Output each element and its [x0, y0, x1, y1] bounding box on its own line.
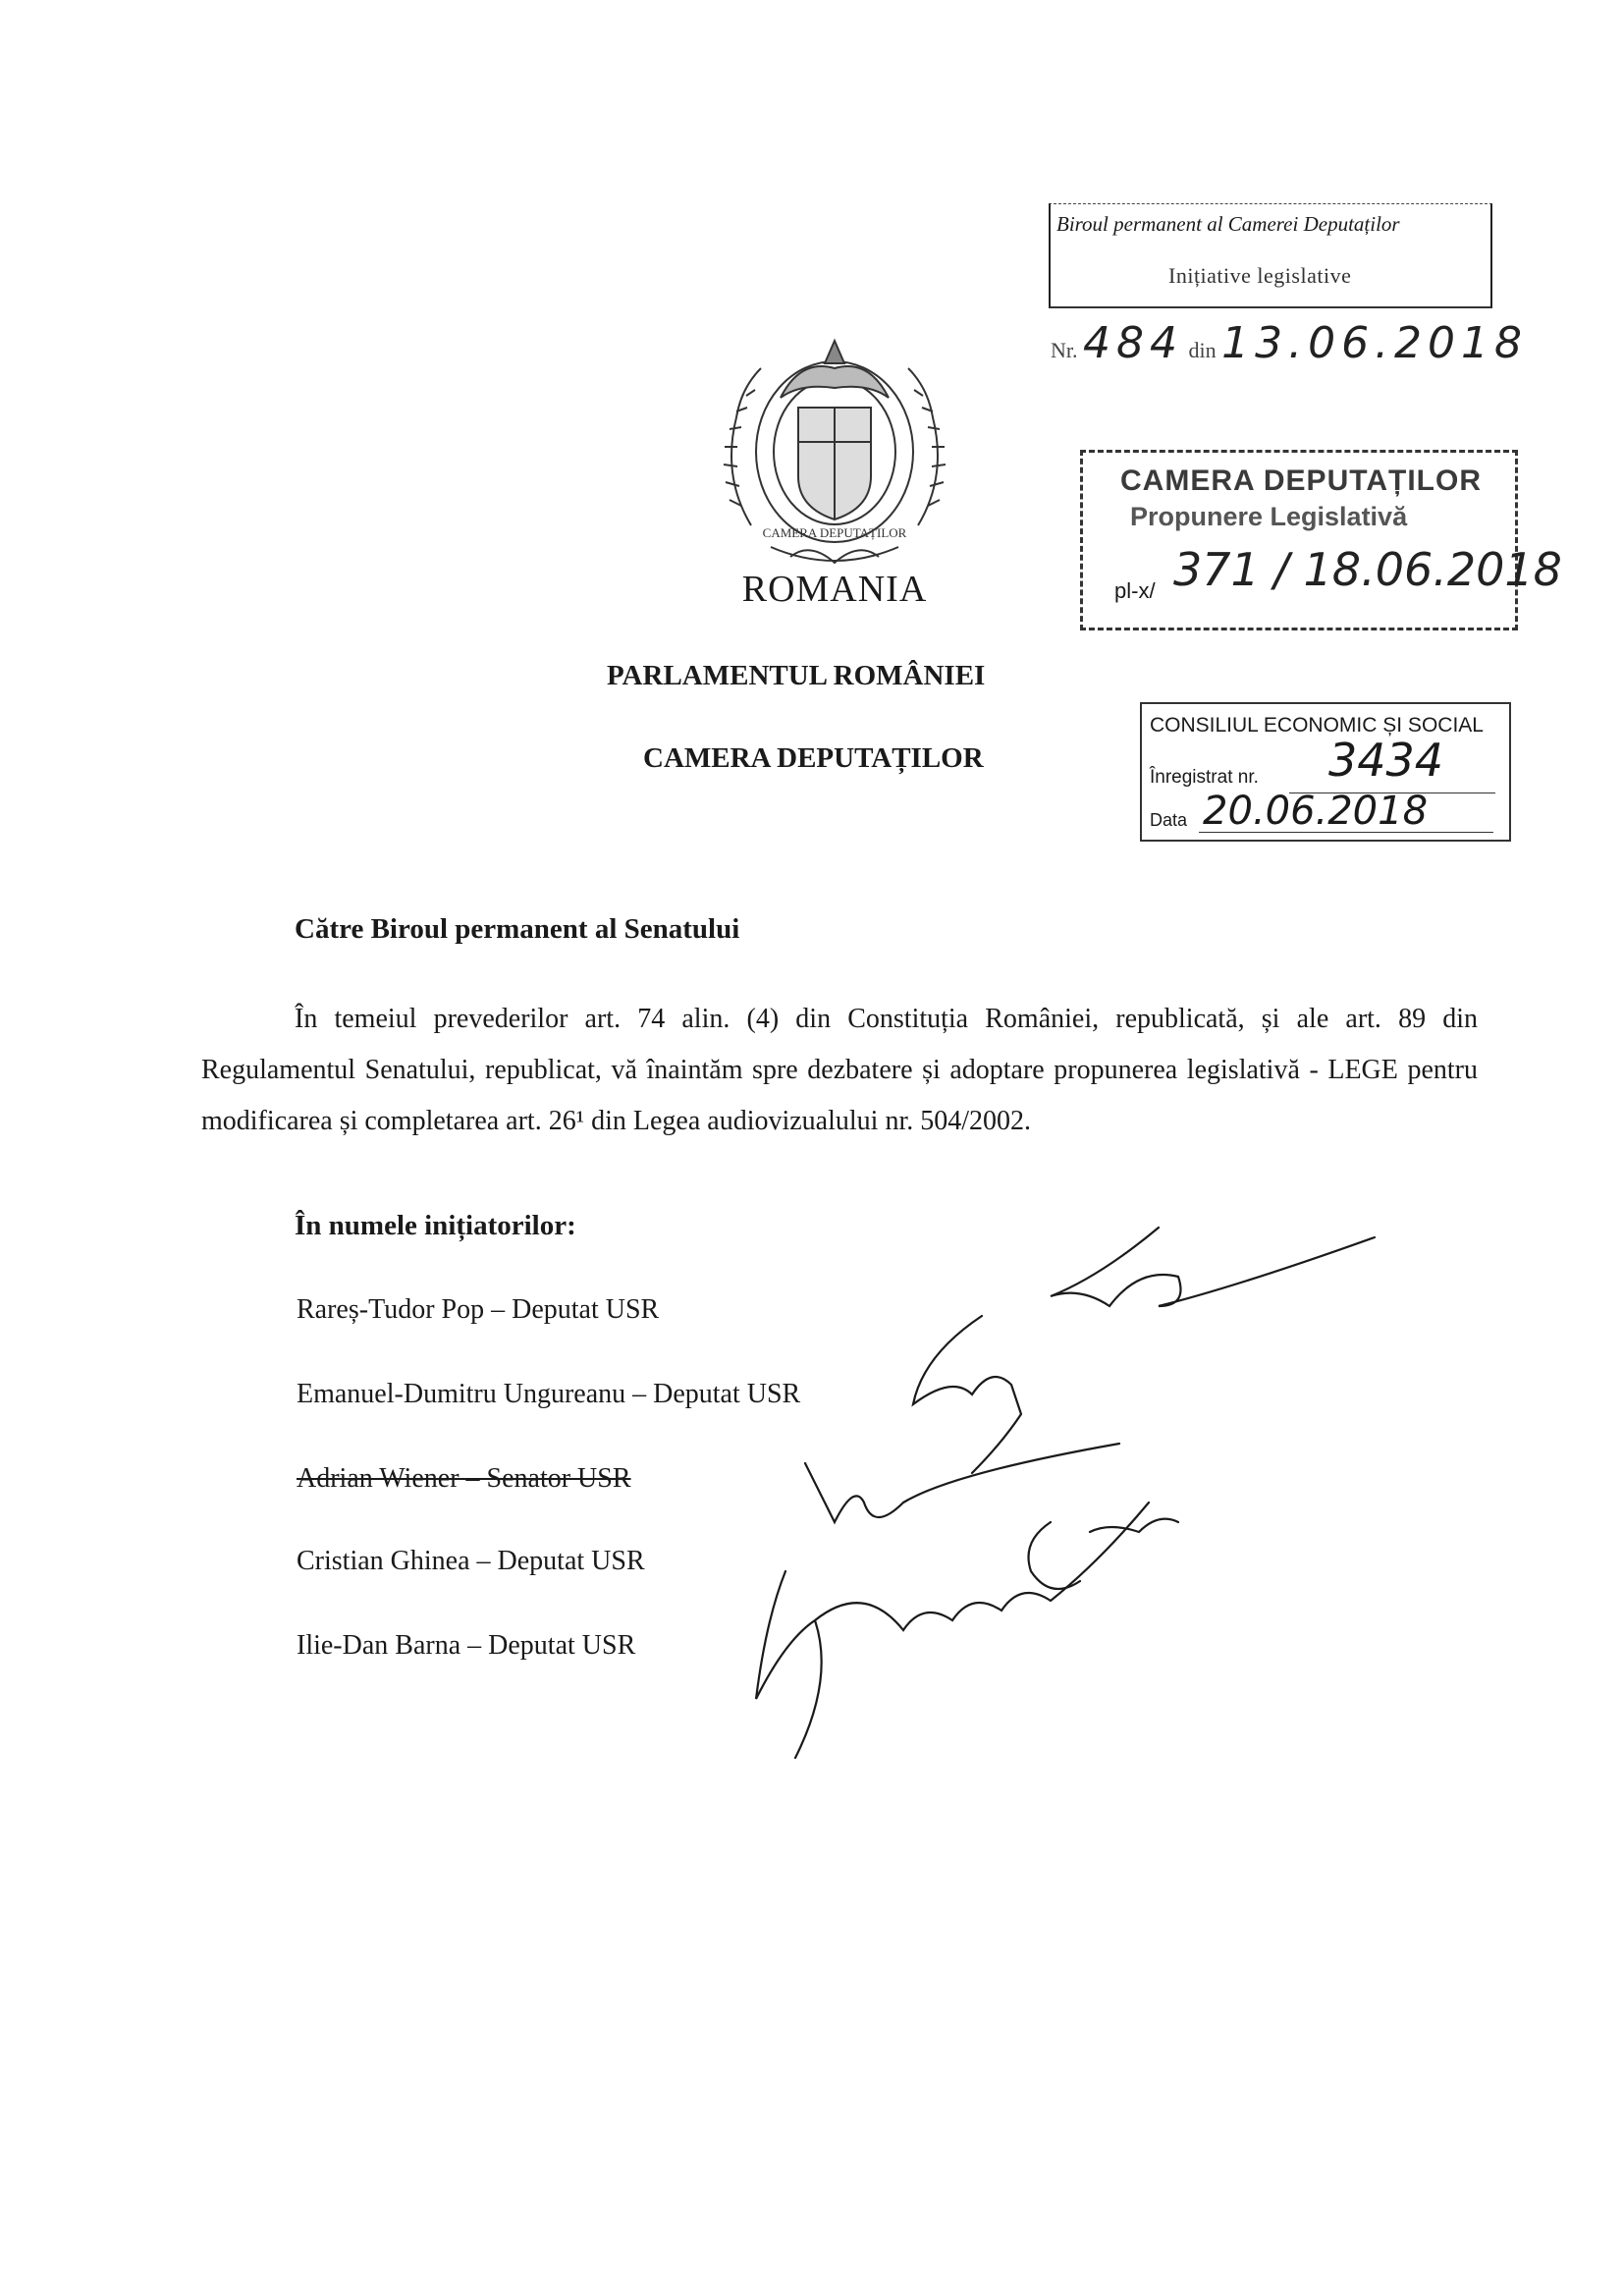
stamp-bureau-subtitle: Inițiative legislative [1168, 263, 1352, 288]
stamp-bureau-title: Biroul permanent al Camerei Deputaților [1056, 212, 1400, 236]
parliament-heading: PARLAMENTUL ROMÂNIEI [607, 660, 986, 691]
stamp-proposal-subtitle: Propunere Legislativă [1130, 502, 1408, 531]
stamp-plx-label: pl-x/ [1114, 578, 1156, 603]
stamp-bureau-registration [1051, 318, 1528, 368]
registry-stamp-permanent-bureau [1049, 203, 1492, 308]
stamp-chamber-title: CAMERA DEPUTAȚILOR [1120, 465, 1482, 497]
stamp-date-label: din [1188, 338, 1217, 362]
initiator-item: Ilie-Dan Barna – Deputat USR [297, 1630, 636, 1661]
stamp-nr-label: Nr. [1051, 338, 1078, 362]
legislative-proposal-stamp [1080, 450, 1562, 630]
initiator-item: Cristian Ghinea – Deputat USR [297, 1546, 645, 1576]
stamp-plx-value: 371 / 18.06.2018 [1173, 543, 1562, 596]
chamber-heading: CAMERA DEPUTAȚILOR [643, 742, 984, 774]
stamp-date-value: 20.06.2018 [1203, 789, 1429, 834]
stamp-nr-value: 484 [1083, 318, 1183, 368]
letter-body: În temeiul prevederilor art. 74 alin. (4) din Constituția României, republicată, și ale art. 89 din Regulamentul Senatului, republicat, vă înaintăm spre dezbatere și adoptare propunerea legislativă - LEGE pentru modificarea și completarea art. 26¹ din Legea audiovizualului nr. 504/2002. [201, 1004, 1478, 1136]
addressee: Către Biroul permanent al Senatului [295, 913, 740, 945]
stamp-date-label: Data [1150, 810, 1188, 830]
stamp-registered-value: 3434 [1328, 734, 1444, 787]
stamp-date-value: 13.06.2018 [1221, 318, 1529, 368]
stamp-registered-label: Înregistrat nr. [1150, 767, 1259, 788]
country-name: ROMANIA [741, 569, 928, 610]
stamp-council-title: CONSILIUL ECONOMIC ȘI SOCIAL [1150, 714, 1484, 737]
economic-social-council-stamp [1140, 702, 1511, 842]
svg-text:CAMERA DEPUTAȚILOR: CAMERA DEPUTAȚILOR [762, 525, 907, 540]
initiator-item: Emanuel-Dumitru Ungureanu – Deputat USR [297, 1379, 801, 1409]
initiator-item-struck: Adrian Wiener – Senator USR [297, 1463, 631, 1494]
coat-of-arms-emblem [712, 329, 957, 579]
initiator-item: Rareș-Tudor Pop – Deputat USR [297, 1294, 660, 1325]
handwritten-signatures [727, 1208, 1434, 1797]
initiators-label: În numele inițiatorilor: [295, 1210, 576, 1241]
